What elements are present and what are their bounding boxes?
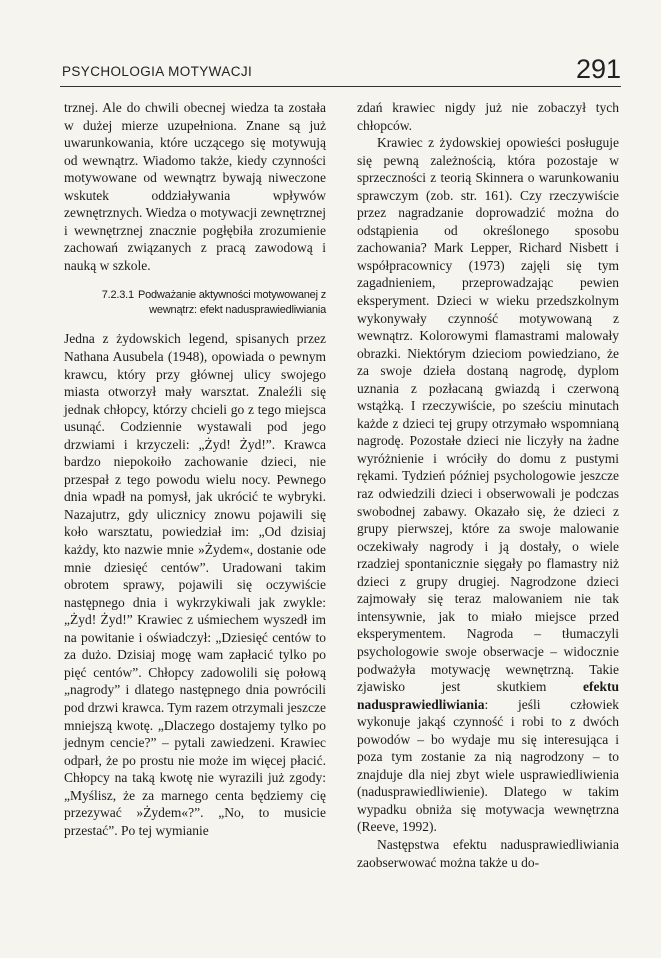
section-title: Podważanie aktywności motywowanej z wewnątrz: efekt nadusprawiedliwiania xyxy=(137,289,326,317)
page-number: 291 xyxy=(575,54,621,84)
running-title: PSYCHOLOGIA MOTYWACJI xyxy=(62,64,253,79)
paragraph-experiment xyxy=(357,134,619,836)
experiment-text-cont: : jeśli człowiek wykonuje jakąś czynność i robi to z dwóch powodów – bo wydaje mu się interesująca i poza tym zostanie za nią nagrodzony – to znajduje dla niej zbyt wiele usprawiedliwienia (nadusprawiedliwienie). Dlatego w takim wypadku obniża się motywacja wewnętrzna (Reeve, 1992). xyxy=(357,696,619,835)
header-rule xyxy=(60,86,621,87)
paragraph-continued: trznej. Ale do chwili obecnej wiedza ta została w dużej mierze uzupełniona. Znane są już uwarunkowania, które uczącego się motywują od wewnątrz. Wiadomo także, kiedy czynności motywowane od wewnątrz bywają niweczone wskutek oddziaływania wpływów zewnętrznych. Wiedza o motywacji zewnętrznej i wewnętrznej znacznie pogłębiła zrozumienie zachowań związanych z pracą zawodową i nauką w szkole. xyxy=(64,100,326,273)
section-heading xyxy=(64,288,326,318)
paragraph-continued-right: zdań krawiec nigdy już nie zobaczył tych chłopców. xyxy=(357,100,619,133)
paragraph-legend: Jedna z żydowskich legend, spisanych przez Nathana Ausubela (1948), opowiada o pewnym krawcu, który przy głównej ulicy swojego miasta otworzył mały warsztat. Znaleźli się jednak chłopcy, którzy chcieli go z tego miejsca usunąć. Codziennie wystawali pod jego drzwiami i krzyczeli: „Żyd! Żyd!”. Krawca bardzo niepokoiło zachowanie dzieci, nie przespał z tego powodu wielu nocy. Pewnego dnia wpadł na pomysł, jak ukrócić te wybryki. Nazajutrz, gdy ulicznicy znowu pojawili się koło warsztatu, powiedział im: „Od dzisiaj każdy, kto nazwie mnie »Żydem«, dostanie ode mnie dziesięć centów”. Uradowani takim obrotem sprawy, pojawili się oczywiście następnego dnia i wykrzykiwali jak zwykle: „Żyd! Żyd!” Krawiec z uśmiechem wyszedł im na powitanie i oświadczył: „Dziesięć centów to za dużo. Dzisiaj mogę wam zapłacić tylko po pięć centów”. Chłopcy zadowolili się połową „nagrody” i dlatego następnego dnia powrócili pod drzwi krawca. Tym razem otrzymali jeszcze mniejszą kwotę. „Dlaczego dostajemy tylko po jednym cencie?” – pytali zawiedzeni. Krawiec odparł, że po prostu nie może im więcej płacić. Chłopcy na taką kwotę nie wyrazili już zgody: „Myślisz, że za marnego centa będziemy cię przezywać »Żydem«?”. „No, to musicie przestać”. Po tej wymianie xyxy=(64,331,326,838)
bold-term: efektu nadusprawiedliwiania xyxy=(357,679,619,712)
paragraph-last: Następstwa efektu nadusprawiedliwiania zaobserwować można także u do- xyxy=(357,836,619,870)
left-column xyxy=(64,99,326,839)
right-column xyxy=(357,99,619,871)
section-number: 7.2.3.1 xyxy=(101,289,134,302)
experiment-text: Krawiec z żydowskiej opowieści posługuje się pewną zależnością, która pozostaje w sprzeczności z teorią Skinnera o warunkowaniu sprawczym (zob. str. 161). Czy rzeczywiście przez nagradzanie doprowadzić można do odstąpienia od określonego sposobu zachowania? Mark Lepper, Richard Nisbett i współpracownicy (1973) zajęli się tym zagadnieniem, przeprowadzając pewien eksperyment. Dzieci w wieku przedszkolnym wykonywały czynność motywowaną z wewnątrz. Kolorowymi flamastrami malowały obrazki. Niektórym dzieciom powiedziano, że za swoje dzieła dostaną nagrodę, dyplom uznania z pozłacaną gwiazdą i czerwoną wstążką. I rzeczywiście, po sześciu minutach każde z dzieci tej grupy otrzymało wspomnianą nagrodę. Pozostałe dzieci nie liczyły na żadne wyróżnienie i wróciły do domu z pustymi rękami. Tydzień później psychologowie jeszcze raz odwiedzili dzieci i obserwowali je podczas swobodnej zabawy. Okazało się, że dzieci z grupy pierwszej, które za swoje malowanie oczekiwały nagrody i ją dostały, o wiele rzadziej spontanicznie sięgały po flamastry niż dzieci z grupy drugiej. Nagrodzone dzieci zajmowały się teraz malowaniem nie tak intensywnie, jak to miało miejsce przed eksperymentem. Nagroda – tłumaczyli psychologowie swoje obserwacje – widocznie podważyła motywację wewnętrzną. Takie zjawisko jest skutkiem xyxy=(357,135,619,695)
